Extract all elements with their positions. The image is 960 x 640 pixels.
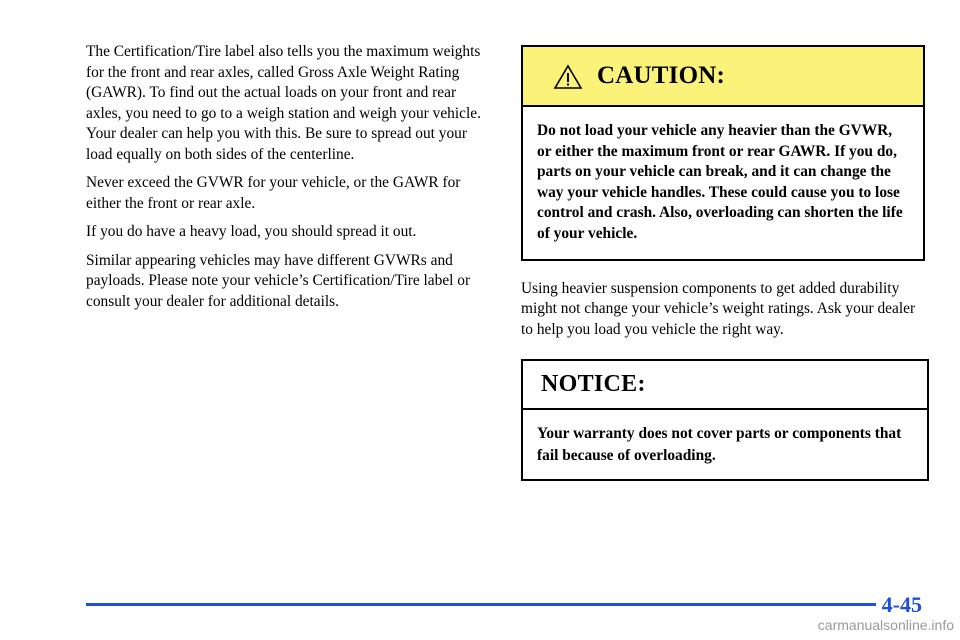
paragraph-suspension: Using heavier suspension components to get added durability might not change your vehicle’s weight ratings. Ask your dealer to help you load you vehicle the right way. — [521, 279, 916, 338]
notice-title: NOTICE: — [541, 371, 646, 398]
caution-header — [523, 47, 923, 107]
paragraph-similar-vehicles: Similar appearing vehicles may have different GVWRs and payloads. Please note your vehicle’s Certification/Tire label or consult your dealer for additional details. — [86, 251, 471, 310]
page-number: 4-45 — [881, 592, 922, 617]
caution-title: CAUTION: — [597, 62, 725, 89]
notice-text: Your warranty does not cover parts or components that fail because of overloading. — [537, 425, 902, 465]
caution-text: Do not load your vehicle any heavier than the GVWR, or either the maximum front or rear GAWR. If you do, parts on your vehicle can break, and it can change the way your vehicle handles. These could cause you to lose control and crash. Also, overloading can shorten the life of your vehicle. — [537, 122, 903, 242]
warning-triangle-icon — [553, 64, 583, 90]
paragraph-heavy-load: If you do have a heavy load, you should spread it out. — [86, 223, 417, 240]
left-column — [86, 42, 488, 320]
watermark: carmanualsonline.info — [817, 617, 954, 633]
notice-header — [523, 361, 927, 410]
paragraph-gawr: The Certification/Tire label also tells you the maximum weights for the front and rear axles, called Gross Axle Weight Rating (GAWR). To find out the actual loads on your front and rear axles, you need to go to a weigh station and weigh your vehicle. Your dealer can help you with this. Be sure to spread out your load equally on both sides of the centerline. — [86, 43, 481, 163]
paragraph-never-exceed: Never exceed the GVWR for your vehicle, or the GAWR for either the front or rear axle. — [86, 174, 461, 212]
footer-rule — [86, 603, 876, 606]
right-column — [521, 45, 929, 481]
notice-box — [521, 359, 929, 481]
caution-box — [521, 45, 925, 261]
